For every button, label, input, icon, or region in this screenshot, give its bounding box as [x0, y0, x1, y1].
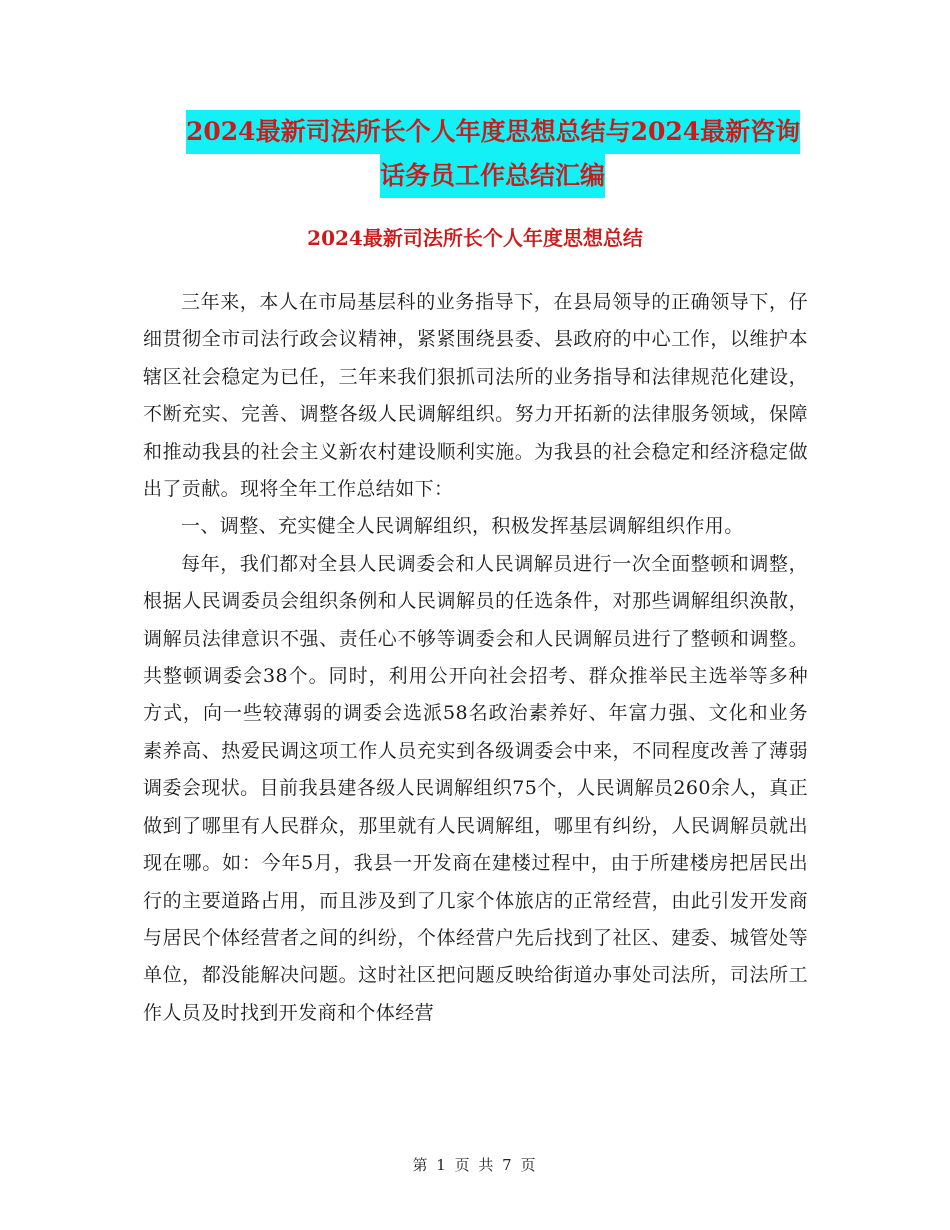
document-body: [143, 284, 808, 1032]
paragraph: 一、调整、充实健全人民调解组织，积极发挥基层调解组织作用。: [181, 515, 744, 538]
document-title-line1: 2024最新司法所长个人年度思想总结与2024最新咨询: [186, 110, 800, 154]
page-number-footer: 第 1 页 共 7 页: [412, 1156, 538, 1174]
section-title: 2024最新司法所长个人年度思想总结: [307, 226, 643, 250]
paragraph: 三年来，本人在市局基层科的业务指导下，在县局领导的正确领导下，仔细贯彻全市司法行政会议精神，紧紧围绕县委、县政府的中心工作，以维护本辖区社会稳定为已任，三年来我们狠抓司法所的业务指导和法律规范化建设，不断充实、完善、调整各级人民调解组织。努力开拓新的法律服务领域，保障和推动我县的社会主义新农村建设顺利实施。为我县的社会稳定和经济稳定做出了贡献。现将全年工作总结如下：: [143, 291, 808, 501]
paragraph: 每年，我们都对全县人民调委会和人民调解员进行一次全面整顿和调整，根据人民调委员会组织条例和人民调解员的任选条件，对那些调解组织涣散，调解员法律意识不强、责任心不够等调委会和人民调解员进行了整顿和调整。共整顿调委会38个。同时，利用公开向社会招考、群众推举民主选举等多种方式，向一些较薄弱的调委会选派58名政治素养好、年富力强、文化和业务素养高、热爱民调这项工作人员充实到各级调委会中来，不同程度改善了薄弱调委会现状。目前我县建各级人民调解组织75个，人民调解员260余人，真正做到了哪里有人民群众，那里就有人民调解组，哪里有纠纷，人民调解员就出现在哪。如：今年5月，我县一开发商在建楼过程中，由于所建楼房把居民出行的主要道路占用，而且涉及到了几家个体旅店的正常经营，由此引发开发商与居民个体经营者之间的纠纷，个体经营户先后找到了社区、建委、城管处等单位，都没能解决问题。这时社区把问题反映给街道办事处司法所，司法所工作人员及时找到开发商和个体经营: [143, 552, 808, 1024]
document-title-line2: 话务员工作总结汇编: [380, 154, 605, 198]
